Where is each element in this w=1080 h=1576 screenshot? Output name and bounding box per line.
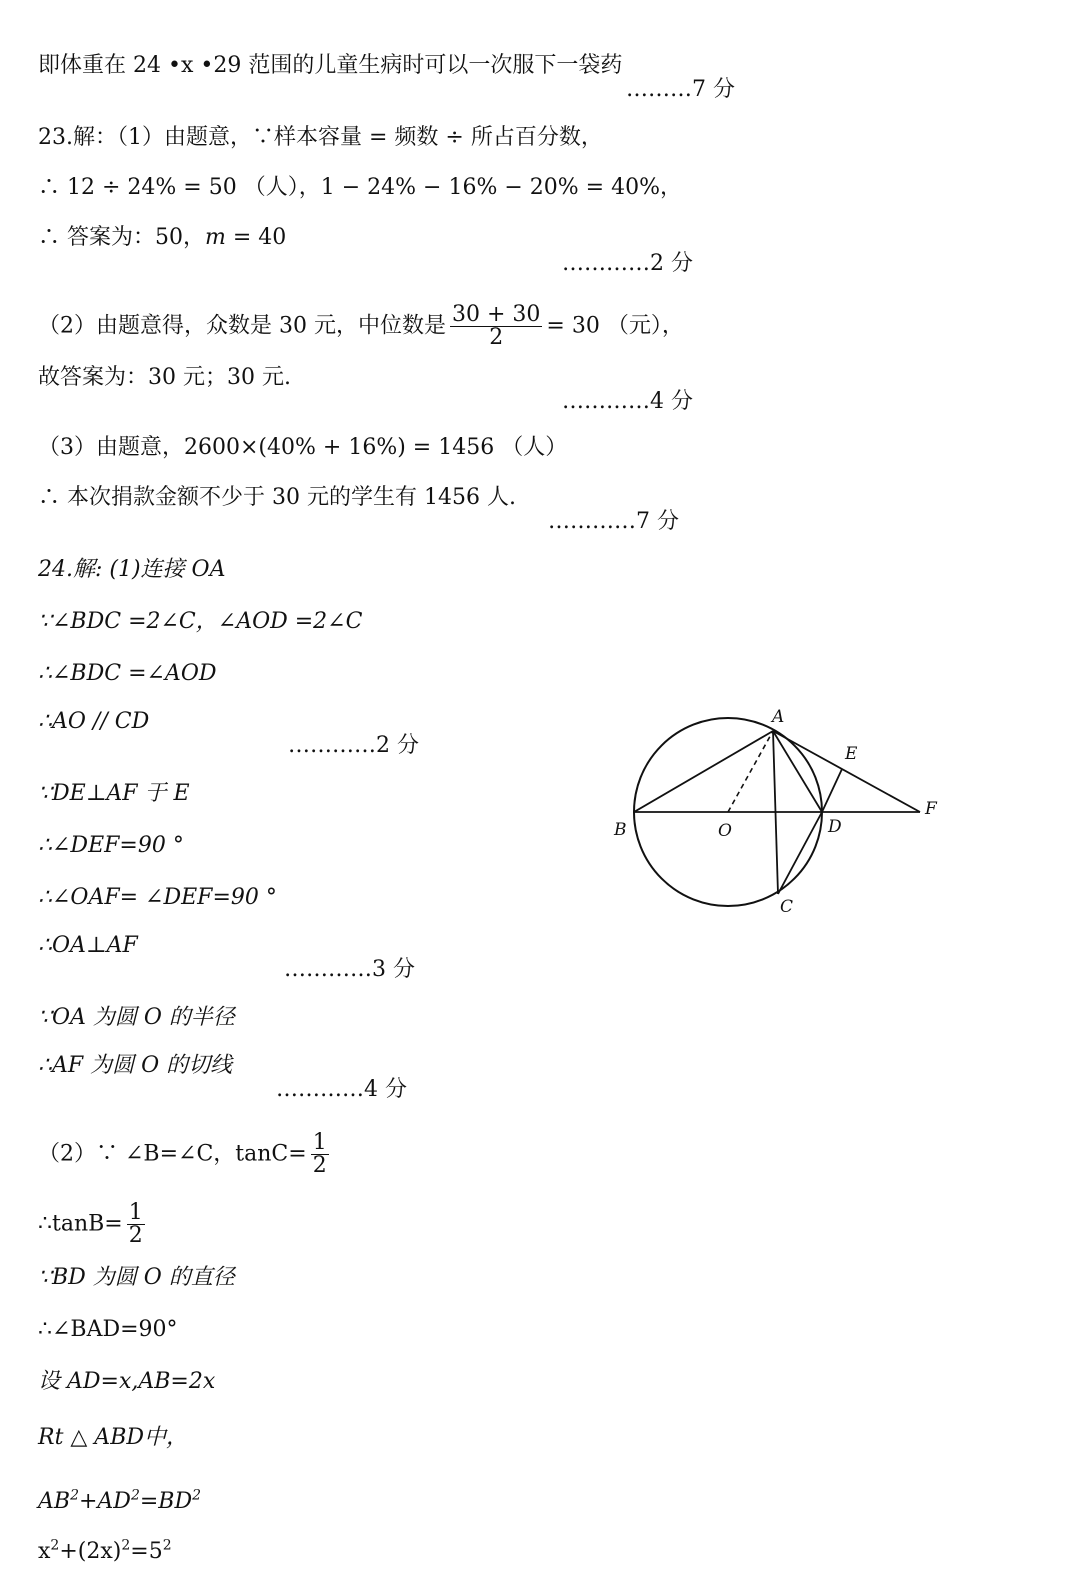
fraction-denominator: 2 (128, 1223, 143, 1248)
eq-part: +AD (78, 1489, 131, 1514)
superscript: 2 (70, 1487, 79, 1504)
text-line-q24-intro: 24.解: (1)连接 OA (38, 557, 226, 582)
text-line-q24-step6: ∴∠OAF= ∠DEF=90 ° (38, 885, 277, 910)
text-line-q24-step4: ∵DE⊥AF 于 E (38, 781, 190, 806)
superscript: 2 (50, 1537, 60, 1554)
text-line-q24-equation (38, 1538, 172, 1566)
part2-text: （2）由题意得，众数是 30 元，中位数是 (38, 313, 446, 339)
variable-m: m (205, 225, 226, 250)
text-line-q24-triangle: Rt △ ABD中， (38, 1425, 189, 1450)
score-mark: …………7 分 (548, 509, 679, 534)
text-line-q24-step9: ∴AF 为圆 O 的切线 (38, 1053, 233, 1078)
answer-value: = 40 (225, 225, 287, 250)
text-line-q23-conclusion: ∴ 本次捐款金额不少于 30 元的学生有 1456 人. (38, 485, 516, 510)
text-line-q23-answer1 (38, 224, 286, 252)
score-mark: …………2 分 (288, 733, 419, 758)
text-line-q24-step8: ∵OA 为圆 O 的半径 (38, 1005, 235, 1030)
text-line-q23-part3: （3）由题意，2600×(40% + 16%) = 1456 （人） (38, 435, 568, 460)
score-mark: ………7 分 (626, 77, 735, 102)
label-c: C (780, 897, 794, 917)
text-line-q24-step5: ∴∠DEF=90 ° (38, 833, 184, 858)
label-f: F (925, 799, 937, 819)
text-line-q24-part2 (38, 1132, 333, 1177)
fraction-denominator: 2 (312, 1153, 327, 1178)
text-line-q23-part2 (38, 304, 684, 349)
median-fraction (450, 304, 542, 349)
line-ad (773, 731, 822, 812)
score-mark: …………2 分 (562, 251, 693, 276)
label-o: O (718, 821, 732, 841)
superscript: 2 (192, 1487, 202, 1504)
superscript: 2 (121, 1537, 131, 1554)
text-line-q24-step1: ∵∠BDC =2∠C，∠AOD =2∠C (38, 609, 363, 634)
part2-result: = 30 （元）， (546, 313, 684, 339)
score-mark: …………4 分 (562, 389, 693, 414)
fraction-numerator: 30 + 30 (451, 302, 541, 327)
label-a: A (772, 707, 785, 727)
label-e: E (845, 744, 858, 764)
part2-given: （2）∵ ∠B=∠C，tanC= (38, 1141, 307, 1167)
geometry-figure (600, 700, 960, 930)
tanB-fraction (127, 1202, 145, 1247)
eq-part: =BD (139, 1489, 193, 1514)
text-line-q24-pythagoras (38, 1488, 201, 1516)
superscript: 2 (162, 1537, 172, 1554)
text-line-q24-step3: ∴AO // CD (38, 709, 150, 734)
text-line-q24-tanB (38, 1202, 149, 1247)
text-line-q23-answer2: 故答案为：30 元；30 元. (38, 365, 291, 390)
text-line-q24-step2: ∴∠BDC =∠AOD (38, 661, 217, 686)
fraction-denominator: 2 (489, 325, 504, 350)
text-line-q24-right-angle: ∴∠BAD=90° (38, 1317, 178, 1342)
answer-prefix: ∴ 答案为：50， (38, 225, 205, 250)
fraction-numerator: 1 (128, 1200, 143, 1225)
eq-part: AB (38, 1489, 71, 1514)
text-line-q24-diameter: ∵BD 为圆 O 的直径 (38, 1265, 235, 1290)
line-cd (778, 812, 822, 894)
tanC-fraction (311, 1132, 329, 1177)
text-line-q23-intro: 23.解：（1）由题意，∵样本容量 = 频数 ÷ 所占百分数， (38, 125, 603, 150)
eq-part: =5 (130, 1539, 163, 1564)
text-line-q23-calc: ∴ 12 ÷ 24% = 50 （人），1 − 24% − 16% − 20% = 40%， (38, 175, 682, 200)
tanB-text: ∴tanB= (38, 1211, 123, 1237)
text-line-q24-step7: ∴OA⊥AF (38, 933, 138, 958)
superscript: 2 (130, 1487, 140, 1504)
label-b: B (614, 820, 627, 840)
label-d: D (828, 817, 842, 837)
score-mark: …………4 分 (276, 1077, 407, 1102)
text-line-q24-let: 设 AD=x,AB=2x (38, 1369, 216, 1394)
eq-part: x (38, 1539, 51, 1564)
eq-part: +(2x) (59, 1539, 122, 1564)
line-ab (634, 731, 773, 812)
line-de (822, 769, 842, 812)
text-line-weight-range: 即体重在 24 •x •29 范围的儿童生病时可以一次服下一袋药 (38, 53, 623, 78)
fraction-numerator: 1 (312, 1130, 327, 1155)
score-mark: …………3 分 (284, 957, 415, 982)
